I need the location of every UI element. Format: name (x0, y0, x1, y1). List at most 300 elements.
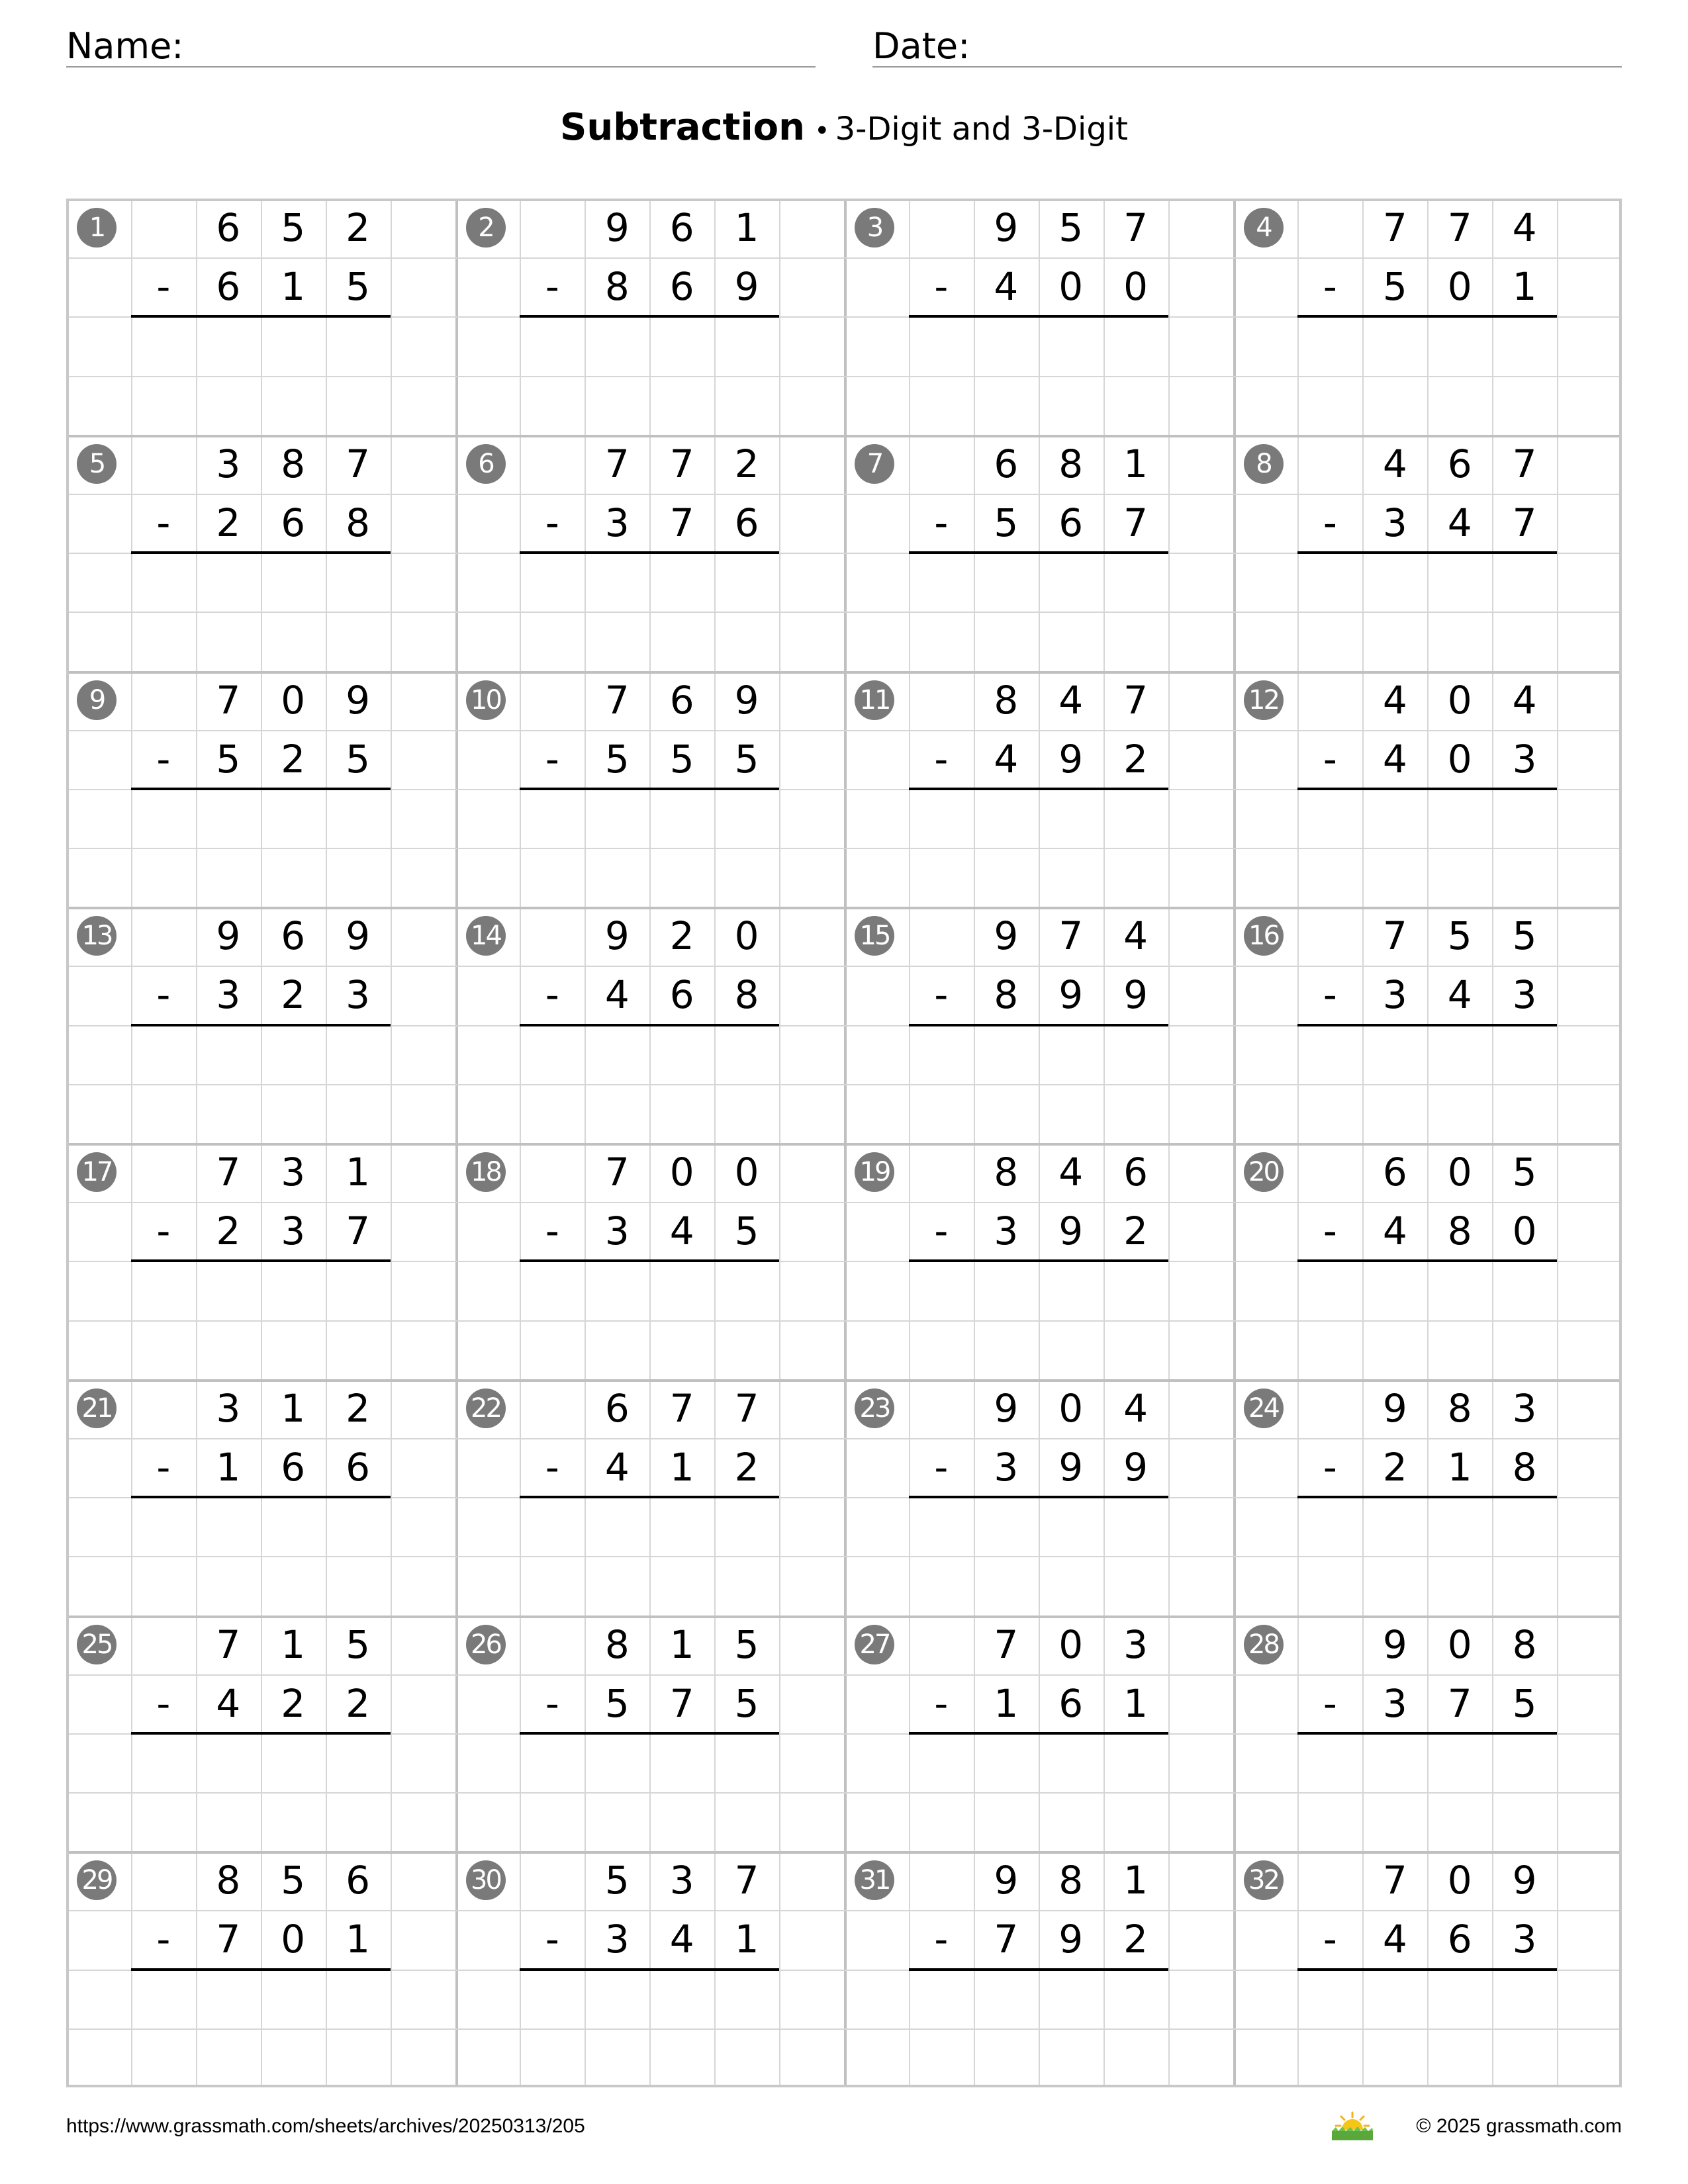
answer-cell[interactable] (1492, 1261, 1557, 1320)
subtrahend-digit: 4 (669, 1917, 694, 1962)
answer-cell[interactable] (714, 1970, 779, 2028)
subtrahend-digit: 2 (281, 736, 306, 782)
minuend-digit: 6 (1123, 1150, 1149, 1195)
subtrahend-digit: 1 (1512, 264, 1537, 310)
answer-cell[interactable] (649, 1497, 714, 1556)
minus-sign: - (1323, 736, 1337, 782)
answer-cell[interactable] (1492, 789, 1557, 848)
answer-cell[interactable] (585, 789, 649, 848)
problem-24 (1233, 1379, 1622, 1615)
name-line[interactable] (66, 66, 816, 68)
answer-cell[interactable] (1039, 316, 1103, 375)
subtrahend-digit: 1 (1447, 1444, 1472, 1490)
problem-11 (844, 671, 1233, 907)
answer-cell[interactable] (520, 1497, 585, 1556)
answer-cell[interactable] (196, 553, 261, 612)
problem-number-badge: 1 (77, 208, 117, 248)
title-main: Subtraction (560, 106, 805, 149)
subtrahend-digit: 3 (994, 1208, 1019, 1254)
answer-cell[interactable] (131, 553, 196, 612)
minuend-digit: 9 (994, 913, 1019, 959)
minuend-digit: 7 (669, 1385, 694, 1431)
answer-cell[interactable] (714, 553, 779, 612)
minuend-digit: 2 (346, 1385, 371, 1431)
answer-cell[interactable] (1492, 553, 1557, 612)
answer-cell[interactable] (1297, 789, 1362, 848)
answer-cell[interactable] (1362, 1970, 1427, 2028)
answer-cell[interactable] (326, 1261, 391, 1320)
subtrahend-digit: 1 (281, 264, 306, 310)
answer-cell[interactable] (1427, 1733, 1492, 1792)
subtrahend-digit: 0 (1512, 1208, 1537, 1254)
answer-cell[interactable] (326, 1970, 391, 2028)
problem-number-badge: 6 (466, 444, 506, 484)
subtrahend-digit: 7 (994, 1917, 1019, 1962)
answer-cell[interactable] (909, 789, 974, 848)
answer-cell[interactable] (1427, 1025, 1492, 1084)
minuend-digit: 4 (1123, 913, 1149, 959)
minuend-digit: 5 (1512, 1150, 1537, 1195)
minus-sign: - (1323, 1680, 1337, 1726)
minuend-digit: 9 (994, 1858, 1019, 1903)
minuend-digit: 2 (669, 913, 694, 959)
subtrahend-digit: 5 (734, 1680, 759, 1726)
answer-cell[interactable] (1103, 1970, 1168, 2028)
answer-cell[interactable] (1297, 1970, 1362, 2028)
answer-cell[interactable] (1362, 789, 1427, 848)
problem-27 (844, 1615, 1233, 1851)
answer-cell[interactable] (974, 1261, 1039, 1320)
minus-sign: - (156, 1444, 171, 1490)
answer-cell[interactable] (1103, 1733, 1168, 1792)
answer-cell[interactable] (585, 1497, 649, 1556)
answer-cell[interactable] (1039, 1261, 1103, 1320)
subtrahend-digit: 8 (346, 500, 371, 545)
answer-cell[interactable] (131, 789, 196, 848)
answer-cell[interactable] (131, 316, 196, 375)
answer-cell[interactable] (196, 1261, 261, 1320)
answer-cell[interactable] (1297, 1025, 1362, 1084)
answer-cell[interactable] (1362, 316, 1427, 375)
answer-cell[interactable] (520, 1025, 585, 1084)
subtrahend-digit: 8 (1512, 1444, 1537, 1490)
minuend-digit: 6 (604, 1385, 630, 1431)
subtrahend-digit: 5 (734, 1208, 759, 1254)
subtrahend-digit: 1 (346, 1917, 371, 1962)
answer-cell[interactable] (1297, 553, 1362, 612)
subtrahend-digit: 7 (669, 500, 694, 545)
answer-cell[interactable] (326, 1025, 391, 1084)
minuend-digit: 1 (281, 1621, 306, 1667)
minuend-digit: 0 (1447, 1858, 1472, 1903)
answer-cell[interactable] (649, 553, 714, 612)
answer-cell[interactable] (714, 1025, 779, 1084)
minuend-digit: 9 (216, 913, 241, 959)
problem-29 (66, 1851, 455, 2087)
problem-12 (1233, 671, 1622, 907)
minuend-digit: 7 (346, 441, 371, 486)
minus-sign: - (156, 1680, 171, 1726)
subtrahend-digit: 8 (994, 972, 1019, 1018)
subtrahend-digit: 1 (216, 1444, 241, 1490)
problem-number-badge: 7 (855, 444, 894, 484)
problem-31 (844, 1851, 1233, 2087)
answer-cell[interactable] (974, 789, 1039, 848)
answer-cell[interactable] (261, 553, 326, 612)
answer-cell[interactable] (585, 1970, 649, 2028)
minuend-digit: 8 (1512, 1621, 1537, 1667)
answer-cell[interactable] (261, 1025, 326, 1084)
subtrahend-digit: 4 (994, 264, 1019, 310)
subtrahend-digit: 1 (994, 1680, 1019, 1726)
problem-3 (844, 199, 1233, 434)
minuend-digit: 7 (604, 1150, 630, 1195)
answer-cell[interactable] (909, 1733, 974, 1792)
answer-cell[interactable] (1103, 1261, 1168, 1320)
answer-cell[interactable] (196, 1497, 261, 1556)
answer-cell[interactable] (196, 1970, 261, 2028)
answer-cell[interactable] (714, 316, 779, 375)
answer-cell[interactable] (196, 789, 261, 848)
answer-cell[interactable] (131, 1497, 196, 1556)
minuend-digit: 1 (281, 1385, 306, 1431)
minuend-digit: 2 (346, 205, 371, 250)
answer-cell[interactable] (326, 789, 391, 848)
answer-cell[interactable] (131, 1733, 196, 1792)
minuend-digit: 8 (994, 677, 1019, 723)
minus-sign: - (545, 500, 559, 545)
problem-21 (66, 1379, 455, 1615)
answer-cell[interactable] (649, 1025, 714, 1084)
minuend-digit: 7 (1382, 913, 1407, 959)
answer-cell[interactable] (909, 1261, 974, 1320)
problem-19 (844, 1143, 1233, 1379)
minus-sign: - (156, 972, 171, 1018)
answer-cell[interactable] (1492, 316, 1557, 375)
subtrahend-digit: 8 (604, 264, 630, 310)
problem-2 (455, 199, 845, 434)
answer-cell[interactable] (520, 553, 585, 612)
minuend-digit: 9 (1382, 1621, 1407, 1667)
answer-cell[interactable] (261, 1261, 326, 1320)
minuend-digit: 0 (1447, 1621, 1472, 1667)
minuend-digit: 4 (1512, 205, 1537, 250)
subtrahend-digit: 5 (669, 736, 694, 782)
answer-cell[interactable] (649, 1970, 714, 2028)
minus-sign: - (545, 972, 559, 1018)
subtrahend-digit: 0 (1447, 264, 1472, 310)
minuend-digit: 0 (734, 913, 759, 959)
minuend-digit: 6 (669, 677, 694, 723)
minus-sign: - (934, 1917, 949, 1962)
subtrahend-digit: 9 (1058, 736, 1084, 782)
problem-number-badge: 30 (466, 1860, 506, 1900)
minuend-digit: 9 (604, 205, 630, 250)
minus-sign: - (545, 264, 559, 310)
answer-cell[interactable] (131, 1025, 196, 1084)
answer-cell[interactable] (585, 1261, 649, 1320)
problem-23 (844, 1379, 1233, 1615)
minuend-digit: 7 (1123, 205, 1149, 250)
answer-cell[interactable] (649, 1261, 714, 1320)
subtrahend-digit: 6 (281, 500, 306, 545)
minus-sign: - (934, 736, 949, 782)
subtrahend-digit: 0 (1123, 264, 1149, 310)
minuend-digit: 0 (734, 1150, 759, 1195)
answer-cell[interactable] (974, 1025, 1039, 1084)
answer-cell[interactable] (1103, 316, 1168, 375)
subtrahend-digit: 3 (604, 500, 630, 545)
footer-url: https://www.grassmath.com/sheets/archives/20250313/205 (66, 2115, 585, 2137)
answer-cell[interactable] (974, 1733, 1039, 1792)
subtrahend-digit: 5 (604, 736, 630, 782)
subtrahend-digit: 3 (346, 972, 371, 1018)
problem-30 (455, 1851, 845, 2087)
minuend-digit: 3 (1512, 1385, 1537, 1431)
problem-number-badge: 32 (1244, 1860, 1284, 1900)
problem-13 (66, 907, 455, 1142)
answer-cell[interactable] (1492, 1025, 1557, 1084)
minuend-digit: 8 (281, 441, 306, 486)
minuend-digit: 1 (346, 1150, 371, 1195)
subtrahend-digit: 3 (1512, 736, 1537, 782)
answer-cell[interactable] (909, 553, 974, 612)
problem-28 (1233, 1615, 1622, 1851)
problem-number-badge: 13 (77, 916, 117, 956)
problem-32 (1233, 1851, 1622, 2087)
problem-number-badge: 9 (77, 680, 117, 720)
problem-number-badge: 16 (1244, 916, 1284, 956)
answer-cell[interactable] (1362, 1025, 1427, 1084)
subtrahend-digit: 3 (1382, 500, 1407, 545)
answer-cell[interactable] (1492, 1733, 1557, 1792)
answer-cell[interactable] (585, 316, 649, 375)
minus-sign: - (934, 1680, 949, 1726)
answer-cell[interactable] (1039, 1497, 1103, 1556)
problem-number-badge: 17 (77, 1152, 117, 1192)
answer-cell[interactable] (585, 553, 649, 612)
minuend-digit: 6 (1447, 441, 1472, 486)
answer-cell[interactable] (326, 553, 391, 612)
answer-cell[interactable] (1427, 1261, 1492, 1320)
answer-cell[interactable] (131, 1261, 196, 1320)
minuend-digit: 6 (1382, 1150, 1407, 1195)
answer-cell[interactable] (1362, 1733, 1427, 1792)
minuend-digit: 9 (604, 913, 630, 959)
minuend-digit: 7 (604, 677, 630, 723)
subtrahend-digit: 5 (346, 736, 371, 782)
answer-cell[interactable] (326, 1497, 391, 1556)
minuend-digit: 8 (994, 1150, 1019, 1195)
answer-cell[interactable] (1492, 1970, 1557, 2028)
answer-cell[interactable] (909, 316, 974, 375)
answer-cell[interactable] (1103, 1025, 1168, 1084)
problem-16 (1233, 907, 1622, 1142)
problem-20 (1233, 1143, 1622, 1379)
answer-cell[interactable] (909, 1025, 974, 1084)
subtrahend-digit: 6 (1058, 500, 1084, 545)
answer-cell[interactable] (714, 1497, 779, 1556)
minus-sign: - (545, 736, 559, 782)
answer-cell[interactable] (1039, 789, 1103, 848)
answer-cell[interactable] (974, 1970, 1039, 2028)
answer-cell[interactable] (1297, 316, 1362, 375)
answer-cell[interactable] (974, 316, 1039, 375)
answer-cell[interactable] (585, 1025, 649, 1084)
answer-cell[interactable] (1427, 789, 1492, 848)
minuend-digit: 3 (281, 1150, 306, 1195)
problem-26 (455, 1615, 845, 1851)
answer-cell[interactable] (326, 1733, 391, 1792)
minus-sign: - (1323, 264, 1337, 310)
subtrahend-digit: 6 (216, 264, 241, 310)
problem-number-badge: 15 (855, 916, 894, 956)
minus-sign: - (1323, 1444, 1337, 1490)
answer-cell[interactable] (196, 1025, 261, 1084)
answer-cell[interactable] (261, 1497, 326, 1556)
answer-cell[interactable] (520, 789, 585, 848)
minus-sign: - (156, 736, 171, 782)
answer-cell[interactable] (1103, 789, 1168, 848)
answer-cell[interactable] (649, 316, 714, 375)
minuend-digit: 3 (216, 1385, 241, 1431)
answer-cell[interactable] (261, 1733, 326, 1792)
answer-cell[interactable] (1297, 1261, 1362, 1320)
answer-cell[interactable] (909, 1497, 974, 1556)
subtrahend-digit: 7 (346, 1208, 371, 1254)
minuend-digit: 5 (281, 205, 306, 250)
answer-cell[interactable] (1103, 1497, 1168, 1556)
problem-number-badge: 20 (1244, 1152, 1284, 1192)
answer-cell[interactable] (261, 1970, 326, 2028)
minuend-digit: 6 (994, 441, 1019, 486)
subtrahend-digit: 3 (1382, 972, 1407, 1018)
problem-grid (66, 199, 1622, 2087)
problem-number-badge: 25 (77, 1625, 117, 1664)
problem-number-badge: 27 (855, 1625, 894, 1664)
answer-cell[interactable] (714, 1733, 779, 1792)
minus-sign: - (156, 1917, 171, 1962)
answer-cell[interactable] (1492, 1497, 1557, 1556)
minus-sign: - (1323, 1208, 1337, 1254)
answer-cell[interactable] (520, 1970, 585, 2028)
minus-sign: - (545, 1917, 559, 1962)
answer-cell[interactable] (714, 1261, 779, 1320)
answer-cell[interactable] (261, 789, 326, 848)
subtrahend-digit: 1 (734, 1917, 759, 1962)
minuend-digit: 7 (734, 1385, 759, 1431)
name-label: Name: (66, 25, 184, 67)
answer-cell[interactable] (1039, 1025, 1103, 1084)
answer-cell[interactable] (1039, 1970, 1103, 2028)
subtrahend-digit: 2 (1123, 1917, 1149, 1962)
answer-cell[interactable] (196, 1733, 261, 1792)
minuend-digit: 4 (1382, 677, 1407, 723)
answer-cell[interactable] (1362, 1261, 1427, 1320)
answer-cell[interactable] (1039, 553, 1103, 612)
answer-cell[interactable] (1297, 1497, 1362, 1556)
answer-cell[interactable] (1039, 1733, 1103, 1792)
answer-cell[interactable] (261, 316, 326, 375)
subtrahend-digit: 9 (1123, 972, 1149, 1018)
answer-cell[interactable] (1427, 1970, 1492, 2028)
problem-number-badge: 8 (1244, 444, 1284, 484)
answer-cell[interactable] (1427, 553, 1492, 612)
answer-cell[interactable] (131, 1970, 196, 2028)
problem-number-badge: 12 (1244, 680, 1284, 720)
answer-cell[interactable] (1362, 1497, 1427, 1556)
problem-number-badge: 29 (77, 1860, 117, 1900)
date-line[interactable] (872, 66, 1622, 68)
minuend-digit: 1 (669, 1621, 694, 1667)
minuend-digit: 7 (216, 1621, 241, 1667)
answer-cell[interactable] (520, 1261, 585, 1320)
minuend-digit: 6 (281, 913, 306, 959)
subtrahend-digit: 9 (1058, 1444, 1084, 1490)
minuend-digit: 0 (1058, 1621, 1084, 1667)
minuend-digit: 3 (1123, 1621, 1149, 1667)
minuend-digit: 4 (1058, 677, 1084, 723)
subtrahend-digit: 6 (281, 1444, 306, 1490)
minuend-digit: 7 (216, 1150, 241, 1195)
answer-cell[interactable] (196, 316, 261, 375)
subtrahend-digit: 0 (1447, 736, 1472, 782)
minuend-digit: 0 (1447, 677, 1472, 723)
answer-cell[interactable] (1427, 1497, 1492, 1556)
minus-sign: - (545, 1680, 559, 1726)
answer-cell[interactable] (1362, 553, 1427, 612)
minus-sign: - (156, 264, 171, 310)
subtrahend-digit: 1 (669, 1444, 694, 1490)
minus-sign: - (1323, 972, 1337, 1018)
subtrahend-digit: 9 (1058, 1208, 1084, 1254)
answer-cell[interactable] (1297, 1733, 1362, 1792)
answer-cell[interactable] (909, 1970, 974, 2028)
answer-cell[interactable] (714, 789, 779, 848)
minuend-digit: 3 (216, 441, 241, 486)
problem-number-badge: 5 (77, 444, 117, 484)
answer-cell[interactable] (585, 1733, 649, 1792)
subtrahend-digit: 6 (669, 972, 694, 1018)
minuend-digit: 7 (1382, 205, 1407, 250)
problem-10 (455, 671, 845, 907)
answer-cell[interactable] (649, 1733, 714, 1792)
subtrahend-digit: 4 (994, 736, 1019, 782)
answer-cell[interactable] (974, 1497, 1039, 1556)
answer-cell[interactable] (520, 1733, 585, 1792)
answer-cell[interactable] (1427, 316, 1492, 375)
answer-cell[interactable] (326, 316, 391, 375)
subtrahend-digit: 7 (1123, 500, 1149, 545)
subtrahend-digit: 9 (1058, 972, 1084, 1018)
grass-sun-logo-icon (1331, 2110, 1374, 2142)
minuend-digit: 4 (1058, 1150, 1084, 1195)
problem-number-badge: 31 (855, 1860, 894, 1900)
subtrahend-digit: 3 (281, 1208, 306, 1254)
answer-cell[interactable] (974, 553, 1039, 612)
answer-cell[interactable] (1103, 553, 1168, 612)
minuend-digit: 5 (281, 1858, 306, 1903)
minuend-digit: 9 (1512, 1858, 1537, 1903)
minuend-digit: 5 (1512, 913, 1537, 959)
subtrahend-digit: 6 (1058, 1680, 1084, 1726)
worksheet-title (0, 106, 1688, 149)
subtrahend-digit: 6 (1447, 1917, 1472, 1962)
problem-number-badge: 28 (1244, 1625, 1284, 1664)
answer-cell[interactable] (649, 789, 714, 848)
answer-cell[interactable] (520, 316, 585, 375)
minus-sign: - (1323, 500, 1337, 545)
